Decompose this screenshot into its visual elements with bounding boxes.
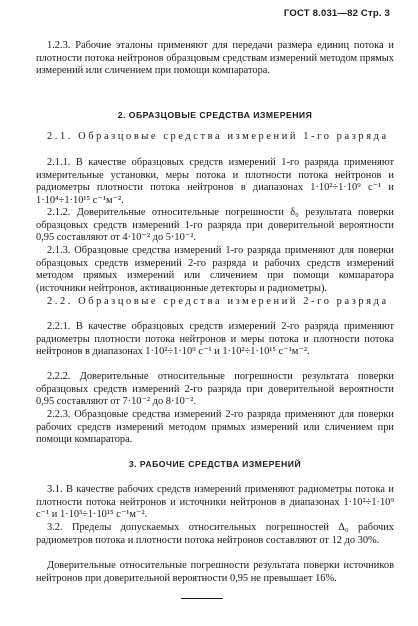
paragraph-2-2-2: 2.2.2. Доверительные относительные погрешности результата поверки образцовых средств измерений 2-го разряда при доверительной вероятности 0,95 составляют от 7·10⁻² до 8·10⁻². — [36, 371, 394, 408]
paragraph-2-2: 2.2. Образцовые средства измерений 2-го разряда — [47, 296, 389, 307]
paragraph-2-1-3: 2.1.3. Образцовые средства измерений 1-го разряда применяют для поверки образцовых средств измерений 2-го разряда и рабочих средств измерений методом прямых измерений или сличением при помощи компаратора (источники нейтронов, активационные детекторы и радиометры). — [36, 245, 394, 294]
paragraph-2-1: 2.1. Образцовые средства измерений 1-го разряда — [47, 131, 389, 142]
paragraph-1-2-3: 1.2.3. Рабочие эталоны применяют для передачи размера единиц потока и плотности потока нейтронов образцовым средствам измерений методом прямых измерений или сличением при помощи компаратора. — [36, 40, 394, 77]
page-header: ГОСТ 8.031—82 Стр. 3 — [283, 8, 390, 19]
paragraph-2-2-1: 2.2.1. В качестве образцовых средств измерений 2-го разряда применяют радиометры плотности потока нейтронов и меры потока и плотности потока нейтронов в диапазонах 1·10²÷1·10⁹ с⁻¹ и 1·10²÷1·10¹⁵ с⁻¹м⁻². — [36, 321, 394, 358]
paragraph-2-2-3: 2.2.3. Образцовые средства измерений 2-го разряда применяют для поверки рабочих средств измерений методом прямых измерений или сличением при помощи компаратора. — [36, 409, 394, 446]
paragraph-3-2: 3.2. Пределы допускаемых относительных погрешностей Δ₀ рабочих радиометров потока и плотности потока нейтронов составляют от 12 до 30%. — [36, 522, 394, 546]
end-rule — [181, 598, 223, 599]
paragraph-2-1-2: 2.1.2. Доверительные относительные погрешности δ₀ результата поверки образцовых средств измерений 1-го разряда при доверительной вероятности 0,95 составляют от 4·10⁻² до 5·10⁻². — [36, 207, 394, 244]
paragraph-3-1: 3.1. В качестве рабочих средств измерений применяют радиометры потока и плотности потока нейтронов и источники нейтронов в диапазонах 1·10²÷1·10⁹ с⁻¹ и 1·10³÷1·10¹⁵ с⁻¹м⁻². — [36, 484, 394, 521]
section-2-title: 2. ОБРАЗЦОВЫЕ СРЕДСТВА ИЗМЕРЕНИЯ — [117, 110, 313, 120]
section-3-title: 3. РАБОЧИЕ СРЕДСТВА ИЗМЕРЕНИЙ — [128, 459, 302, 469]
paragraph-3-2-continued: Доверительные относительные погрешности результата поверки источников нейтронов при доверительной вероятности 0,95 не превышает 16%. — [36, 560, 394, 584]
paragraph-2-1-1: 2.1.1. В качестве образцовых средств измерений 1-го разряда применяют измерительные установки, меры потока и плотности потока нейтронов и радиометры плотности потока нейтронов в диапазонах 1·10²÷1·10⁹ с⁻¹ и 1·10⁴÷1·10¹⁵ с⁻¹м⁻². — [36, 157, 394, 206]
